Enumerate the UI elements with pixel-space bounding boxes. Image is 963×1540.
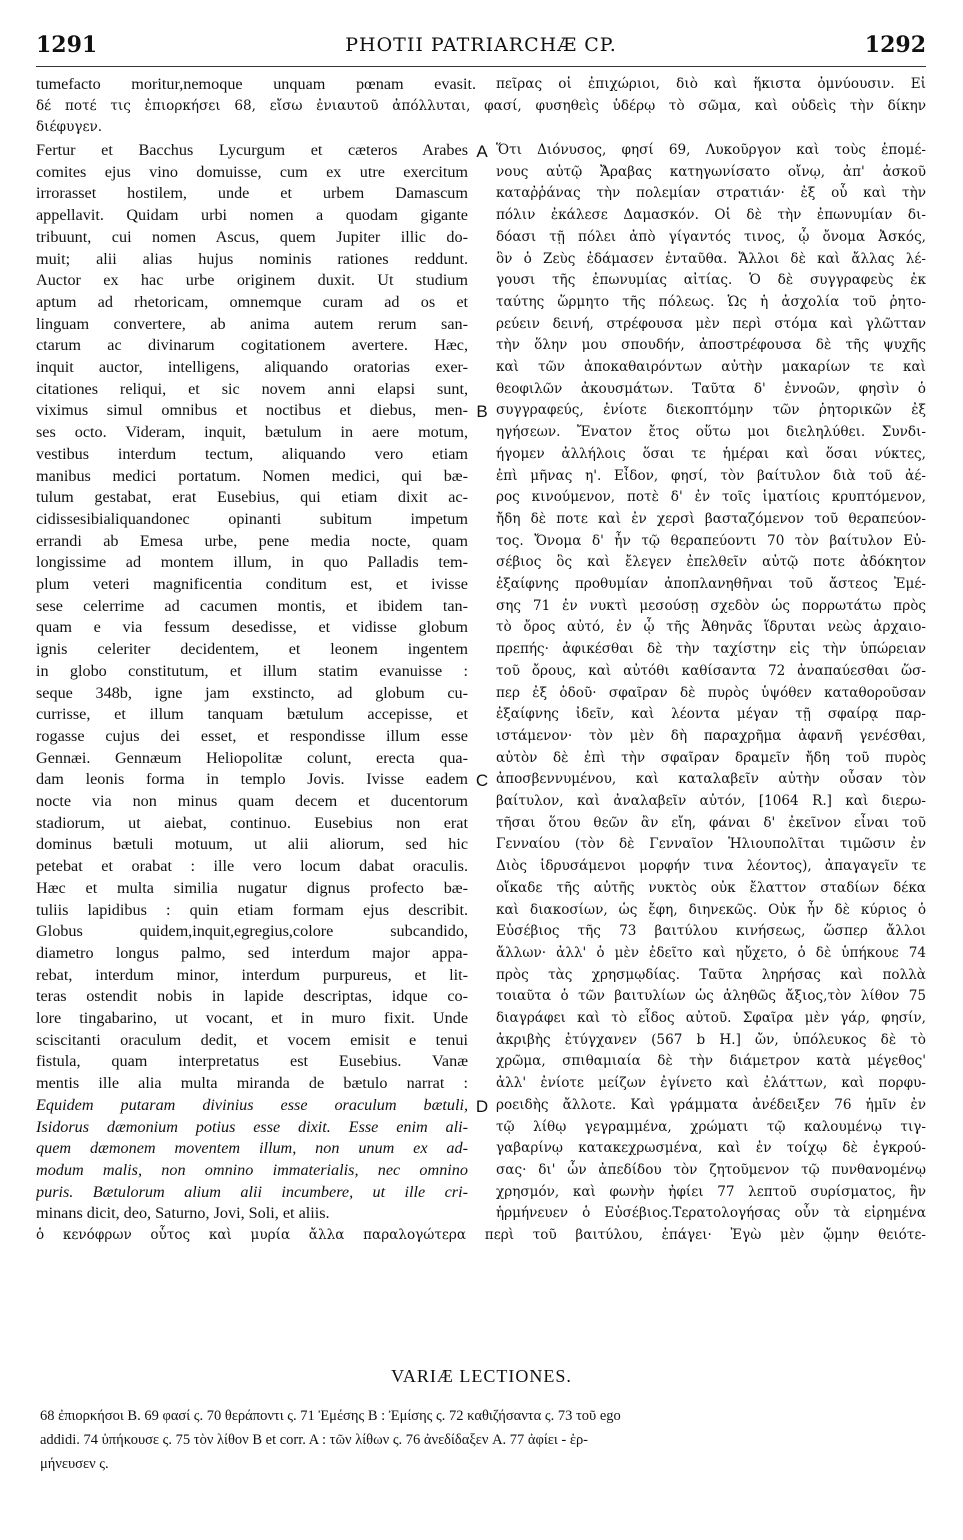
greek-line: δέ ποτέ τις ἐπιορκήσει 68, εἴσω ἐνιαυτοῦ ἀπόλλυται, φασί, φυσηθεὶς ὑδέρῳ τὸ σῶμα, καὶ οὐδεὶς τὴν δίκην (36, 97, 926, 114)
greek-line: Εὐσέβιος τῆς 73 βαιτύλου κινήσεως, ὥσπερ ἄλλοι (496, 923, 926, 940)
latin-line: seque 348b, igne jam exstincto, ad globum cu- (36, 683, 468, 702)
latin-line: modum malis, non omnino immaterialis, nec omnino (36, 1160, 468, 1179)
latin-line: tumefacto moritur,nemoque unquam pœnam evasit. (36, 75, 476, 93)
greek-line: ρεύειν δεινή, στρέφουσα μὲν περὶ στόμα καὶ γλῶτταν (496, 315, 926, 332)
greek-line: σας· δι' ὧν ἀπεδίδου τὸν ζητοῦμενον τῷ πυνθανομένῳ (496, 1161, 926, 1178)
latin-line: stadiorum, ut aiebat, continuo. Eusebius non erat (36, 813, 468, 832)
latin-line: errandi ab Emesa urbe, pene media nocte, quam (36, 531, 468, 550)
latin-line: currisse, et illum tanquam bætulum accepisse, et (36, 705, 468, 724)
greek-line: χρησμόν, καὶ φωνὴν ἠφίει 77 λεπτοῦ συρίσματος, ἣν (496, 1183, 926, 1200)
greek-line: διέφυγεν. (36, 119, 103, 136)
greek-line: γαβαρίνῳ κατακεχρωσμένα, καὶ ἐν τοίχῳ δὲ ἐγκρού- (496, 1140, 926, 1157)
latin-line: ignis celeriter decidentem, et leonem ingentem (36, 640, 468, 659)
latin-line: rebat, interdum minor, interdum purpureus, et lit- (36, 965, 468, 984)
greek-line: ἀλλ' ἐνίοτε μείζων ἐγίνετο καὶ ἐλάττων, καὶ πορφυ- (496, 1075, 926, 1092)
greek-line: ἀποσβεννυμένου, καὶ καταλαβεῖν αὐτὴν οὖσαν τὸν (496, 771, 926, 788)
latin-line: sese celerrime ad cacumen montis, et ibidem tan- (36, 596, 468, 615)
greek-line: αὐτὸν δὲ ἐπὶ τὴν σφαῖραν δραμεῖν ἤδη τοῦ πυρὸς (496, 749, 926, 766)
latin-line: irrorasset hostilem, unde et urbem Damascum (36, 184, 468, 203)
greek-line: τοιαῦτα ὁ τῶν βαιτυλίων ὡς ἀληθῶς ἄξιος,τὸν λίθον 75 (496, 988, 926, 1005)
greek-line: τος. Ὄνομα δ' ἦν τῷ θεραπεύοντι 70 τὸν βαίτυλον Εὐ- (496, 532, 926, 549)
latin-line: teras ostendit nobis in lapide descriptas, idque co- (36, 987, 468, 1006)
greek-line: ἀκριβὴς ἐτύγχανεν (567 b H.] ὤν, ὑπόλευκος δὲ τὸ (496, 1031, 926, 1048)
latin-line: sciscitanti oraculum dedit, et vocem emisit e tenui (36, 1030, 468, 1049)
latin-line: vestibus interdum tectum, aliquando vero etiam (36, 444, 468, 463)
greek-line: ὃν ὁ Ζεὺς ἐδάμασεν ἐνταῦθα. Ἄλλοι δὲ καὶ ἄλλας λέ- (496, 250, 926, 267)
greek-line: περ ἐξ ὁδοῦ· σφαῖραν δὲ πυρὸς ὑψόθεν καταθοροῦσαν (496, 684, 926, 701)
greek-line: ηγήσεων. Ἔνατον ἔτος οὕτω μοι διεληλύθει. Συνδι- (496, 424, 926, 441)
greek-line: πόλιν ἐκάλεσε Δαμασκόν. Οἱ δὲ τὴν ἐπωνυμίαν δι- (496, 207, 926, 224)
greek-line: τὸ ὄρος αὐτό, ἐν ᾧ τῆς Ἀθηνᾶς ἵδρυται νεὼς ἀρχαιο- (496, 619, 926, 636)
variae-lectiones-title: VARIÆ LECTIONES. (391, 1366, 572, 1386)
greek-line: ρος κινούμενον, ποτὲ δ' ἐν τοῖς ἱματίοις κρυπτόμενον, (496, 489, 926, 506)
latin-line: puris. Bætulorum alium alii incumbere, ut ille cri- (36, 1182, 468, 1201)
greek-line: Ὅτι Διόνυσος, φησί 69, Λυκοῦργον καὶ τοὺς ἑπομέ- (496, 142, 926, 158)
latin-line: tribuunt, cui nomen Ascus, quem Jupiter illic do- (36, 227, 468, 246)
margin-marker: D (475, 1096, 489, 1116)
greek-line: ἐξαίφνης ἰδεῖν, καὶ λέοντα μέγαν τῇ σφαίρᾳ παρ- (496, 706, 926, 723)
greek-line: ήγομεν ἀλλήλοις ὅσαι τε ἡμέραι καὶ ὅσαι νύκτες, (496, 445, 926, 462)
running-title: PHOTII PATRIARCHÆ CP. (345, 34, 617, 56)
greek-line: συγγραφεύς, ἐνίοτε διεκοπτόμην τῶν ῥητορικῶν ἐξ (496, 402, 926, 419)
greek-line: πεῖρας οἱ ἐπιχώριοι, διὸ καὶ ἥκιστα ὀμνύουσιν. Εἰ (496, 76, 926, 92)
header-rule (36, 66, 926, 67)
latin-line: dam leonis forma in templo Jovis. Ivisse eadem (36, 770, 468, 789)
latin-line: Globus quidem,inquit,egregius,colore subcandido, (36, 922, 468, 941)
page-number-left: 1291 (36, 32, 98, 58)
greek-line: τῆσαι ὅτου θεῶν ἂν εἴη, φάναι δ' ἐκεῖνον εἶναι τοῦ (496, 814, 926, 831)
greek-line: νους αὐτῷ Ἄραβας κατηγωνίσατο οἴνῳ, ἀπ' ἀσκοῦ (496, 163, 926, 180)
greek-line: ιστάμενον· τὸν μὲν δὴ παραχρῆμα ἀφανῆ γενέσθαι, (496, 727, 926, 744)
greek-line: δόασι τῇ πόλει ἀπὸ γίγαντός τινος, ᾧ ὄνομα Ἀσκός, (496, 228, 926, 245)
greek-line: τῷ λίθῳ γεγραμμένα, χρώματι τῷ καλουμένῳ τιγ- (496, 1118, 926, 1135)
greek-line: ταύτης ὥρμητο τῆς πόλεως. Ὡς ἡ ἀσχολία τοῦ ῥητο- (496, 293, 926, 310)
latin-line: aptum ad rhetoricam, omnemque curam ad os et (36, 292, 468, 311)
greek-line: διαγράφει καὶ τὸ εἶδος αὐτοῦ. Σφαῖρα μὲν γάρ, φησίν, (496, 1010, 926, 1026)
latin-line: fistula, quam interpretatus est Eusebius. Vanæ (36, 1052, 468, 1071)
greek-line: θεοφιλῶν ἀκουσμάτων. Ταῦτα δ' ἐννοῶν, φησὶν ὁ (496, 380, 926, 397)
greek-line: χρῶμα, σπιθαμιαία δὲ τὴν διάμετρον κατὰ μέγεθος' (496, 1053, 926, 1070)
variant-reading-line: addidi. 74 ὑπήκουσε ς. 75 τὸν λίθον B et corr. A : τῶν λίθων ς. 76 ἀνεδίδαξεν A. 77 ἀφίει - ἑρ- (40, 1432, 589, 1448)
greek-line: Διὸς ἱδρυσάμενοι μορφήν τινα λέοντος), ἀπαγαγεῖν τε (496, 858, 926, 875)
latin-line: diametro longus palmo, sed interdum major appa- (36, 943, 468, 962)
latin-line: nocte via non minus quam decem et ducentorum (36, 792, 468, 810)
latin-line: Fertur et Bacchus Lycurgum et cæteros Arabes (36, 141, 468, 159)
greek-line: καταῤῥάνας τὴν πολεμίαν στρατιάν· ἐξ οὗ καὶ τὴν (496, 185, 926, 202)
latin-line: plum veteri magnificentia conditum est, et ivisse (36, 575, 468, 593)
greek-line: βαίτυλον, καὶ ἀναλαβεῖν αὐτόν, [1064 R.] καὶ διερω- (496, 793, 926, 809)
margin-marker: A (476, 142, 488, 161)
greek-line: σέβιος ὃς καὶ ἔλεγεν ἐπελθεῖν αὐτῷ ποτε ἀδόκητον (496, 554, 926, 571)
greek-line: σης 71 ἐν νυκτὶ μεσούσῃ σχεδὸν ὡς πορρωτάτω πρὸς (496, 597, 926, 614)
latin-line: viximus simul omnibus et noctibus et diebus, men- (36, 401, 468, 420)
latin-line: inquit auctor, intelligens, aliquando oratorias exer- (36, 358, 468, 376)
greek-line: καὶ διακοσίων, ὡς ἔφη, διηνεκῶς. Οὐκ ἦν δὲ κύριος ὁ (496, 901, 926, 918)
greek-line: τὴν ὅλην μου σπουδήν, ἀποστρέφουσα δὲ τῆς ψυχῆς (496, 337, 926, 354)
greek-line: πρεπής· ἀφικέσθαι δὲ τὴν ταχίστην εἰς τὴν ὑπώρειαν (496, 641, 926, 658)
latin-line: Auctor ex hac urbe originem duxit. Ut studium (36, 271, 468, 290)
latin-line: longissime ad montem illum, in quo Palladis tem- (36, 553, 468, 572)
variant-reading-line: 68 ἐπιορκήσοι B. 69 φασί ς. 70 θεράποντι ς. 71 Ἐμέσης B : Ἐμίσης ς. 72 καθιζήσαντα ς. 73 τοῦ ego (40, 1408, 621, 1424)
latin-line: lore tingabarino, ut vocant, et in muro fixit. Unde (36, 1009, 468, 1027)
latin-line: manibus medici portatum. Nomen medici, qui bæ- (36, 466, 468, 485)
greek-line: καὶ τῶν ἀποκαθαιρόντων αὐτὴν μακαρίων τε καὶ (496, 359, 926, 375)
margin-marker: C (475, 771, 489, 791)
greek-line: ἐπὶ μῆνας η'. Εἶδον, φησί, τὸν βαίτυλον διὰ τοῦ ἀέ- (496, 467, 926, 484)
latin-line: tuliis lapidibus : quin etiam formam ejus describit. (36, 900, 468, 919)
greek-line: ὁ κενόφρων οὗτος καὶ μυρία ἄλλα παραλογώτερα περὶ τοῦ βαιτύλου, ἐπάγει· Ἐγὼ μὲν ᾤμην θειότε- (36, 1227, 926, 1243)
latin-line: dominus bætuli motuum, ut alii aliorum, sed hic (36, 835, 468, 854)
latin-line: minans dicit, deo, Saturno, Jovi, Soli, et aliis. (36, 1204, 330, 1223)
latin-line: tulum gestabat, erat Eusebius, qui etiam dixit ac- (36, 488, 468, 507)
latin-line: Hæc et multa similia nugatur dignus profecto bæ- (36, 878, 468, 897)
latin-line: in globo constitutum, et illum statim evanuisse : (36, 661, 468, 680)
latin-line: quam e via fessum desedisse, et vidisse globum (36, 618, 468, 637)
margin-marker: B (476, 402, 488, 422)
latin-line: appellavit. Quidam urbi nomen a quodam gigante (36, 206, 468, 225)
greek-line: ἤδη δὲ ποτε καὶ ἐν χερσὶ βασταζόμενον τοῦ θεραπεύον- (496, 510, 926, 527)
latin-line: Equidem putaram divinius esse oraculum bætuli, (36, 1095, 468, 1114)
latin-line: quem dæmonem moventem illum, non unum ex ad- (36, 1139, 468, 1158)
page-number-right: 1292 (864, 32, 926, 58)
greek-line: ἄλλων· ἀλλ' ὁ μὲν ἐδεῖτο καὶ ηὔχετο, ὁ δὲ ὑπήκουε 74 (496, 944, 926, 961)
greek-line: ἡρμήνευεν ὁ Εὐσέβιος.Τερατολογήσας οὖν τὰ εἰρημένα (496, 1205, 926, 1222)
latin-line: mentis ille alia multa miranda de bætulo narrat : (36, 1074, 468, 1093)
latin-line: cidissesibialiquandonec opinanti subitum impetum (36, 509, 468, 528)
latin-line: citationes reliqui, et sic novem anni elapsi sunt, (36, 379, 468, 398)
variant-reading-line: μήνευσεν ς. (40, 1456, 109, 1472)
greek-line: ἐξαίφνης προθυμίαν ἀποπλανηθῆναι τοῦ ἄστεος Ἐμέ- (496, 576, 926, 592)
greek-line: ροειδὴς ἄλλοτε. Καὶ γράμματα ἀνέδειξεν 76 ἡμῖν ἐν (496, 1096, 926, 1113)
latin-line: rogasse cujus dei esset, et respondisse illum esse (36, 726, 468, 745)
greek-line: πρὸς τὰς χρησμῳδίας. Ταῦτα ληρήσας καὶ πολλὰ (496, 966, 926, 983)
greek-line: οἴκαδε τῆς αὐτῆς νυκτὸς οὐκ ἔλαττον σταδίων δέκα (496, 879, 926, 896)
greek-line: Γενναίου (τὸν δὲ Γενναῖον Ἡλιουπολῖται τιμῶσιν ἐν (496, 836, 926, 853)
latin-line: muit; alii alias hujus nominis rationes reddunt. (36, 249, 468, 268)
latin-line: comites ejus vino domuisse, cum ex utre exercitum (36, 162, 468, 181)
latin-line: ctarum ac divinarum cogitationem avertere. Hæc, (36, 336, 468, 355)
latin-line: petebat et orabat : ille vero locum dabat oraculis. (36, 857, 468, 876)
latin-line: ses octo. Videram, inquit, bætulum in aere motum, (36, 423, 468, 442)
page-header (36, 32, 926, 62)
latin-line: linguam convertere, ab anima autem rerum san- (36, 314, 468, 333)
greek-line: τοῦ ὄρους, καὶ αὐτόθι καθίσαντα 72 ἀναπαύεσθαι ὥσ- (496, 662, 926, 679)
greek-line: γουσι τῆς ἐπωνυμίας αἰτίας. Ὁ δὲ συγγραφεὺς ἐκ (496, 272, 926, 289)
latin-line: Gennæi. Gennæum Heliopolitæ colunt, erecta qua- (36, 748, 468, 767)
latin-line: Isidorus dæmonium potius esse dixit. Esse enim ali- (36, 1117, 468, 1136)
